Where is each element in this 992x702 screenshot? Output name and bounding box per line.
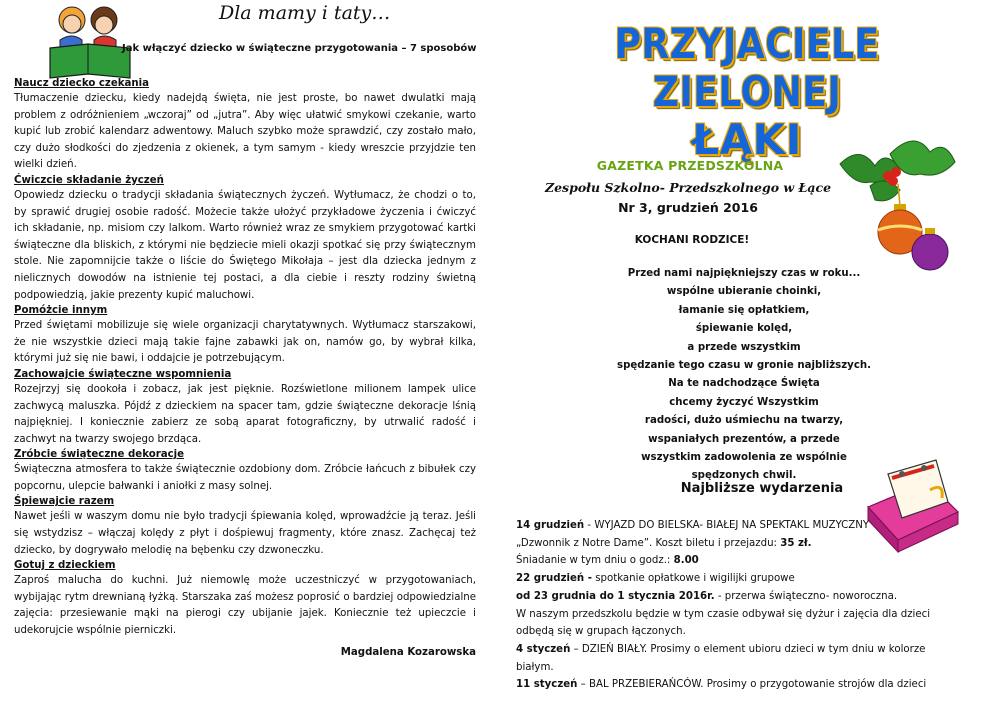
event-text: „Dzwonnik z Notre Dame”. Koszt biletu i przejazdu:	[516, 537, 781, 549]
events-heading: Najbliższe wydarzenia	[680, 481, 844, 496]
event-line	[516, 641, 962, 659]
event-price: 35 zł.	[780, 537, 812, 549]
section-text: Opowiedz dziecku o tradycji składania świątecznych życzeń. Wytłumacz, że chodzi o to, by sprawić drugiej osobie radość. Możecie także ułożyć przykładowe życzenia i ćwiczyć ich składanie, np. misiom czy lalkom. Warto również wraz ze smykiem przygotować kartki świąteczne dla bliskich, z którymi nie będziecie mieli okazji spotkać się przy świątecznym stole. Nie zapomnijcie także o liście do Świętego Mikołaja – jest dla dziecka jednym z nielicznych dowodów na istnienie tej postaci, a dla ciebie i reszty rodziny świetną podpowiedzią, jakie prezenty kupić maluchowi.	[14, 189, 476, 301]
event-text: Śniadanie w tym dniu o godz.:	[516, 555, 674, 567]
kids-reading-book-illustration	[42, 0, 142, 80]
section-text: Zaproś malucha do kuchni. Już niemowlę może uczestniczyć w przygotowaniach, wybijając rytm drewnianą łyżką. Starszaka zaś możesz poprosić o bardziej odpowiedzialne zajęcia: przesiewanie mąki na pierogi czy ubijanie jajek. Koniecznie też upieczcie i udekorujcie wspólnie pierniczki.	[14, 575, 476, 637]
event-text: – BAL PRZEBIERAŃCÓW. Prosimy o przygotowanie strojów dla dzieci	[577, 679, 927, 691]
section-text: Przed świętami mobilizuje się wiele organizacji charytatywnych. Wytłumacz starszakowi, że nie wszystkie dzieci mają takie fajne zabawki jak on, namów go, by wybrał kilka, którymi już się nie bawi, i oddajcie je potrzebującym.	[14, 320, 476, 365]
event-date: 14 grudzień	[516, 520, 585, 531]
event-text: odbędą się w grupach łączonych.	[516, 626, 686, 638]
event-line	[516, 659, 962, 677]
event-text: – DZIEŃ BIAŁY. Prosimy o element ubioru dzieci w tym dniu w kolorze	[570, 643, 926, 655]
event-line	[516, 535, 962, 553]
left-page	[14, 0, 476, 702]
article-body	[14, 77, 476, 660]
newsletter-label: GAZETKA PRZEDSZKOLNA	[596, 158, 784, 173]
section-heading: Śpiewajcie razem	[14, 496, 115, 508]
section-heading: Naucz dziecko czekania	[14, 78, 150, 89]
article-author: Magdalena Kozarowska	[340, 646, 476, 658]
section-heading: Zachowajcie świąteczne wspomnienia	[14, 368, 232, 380]
event-line	[516, 552, 962, 570]
greeting: KOCHANI RODZICE!	[634, 234, 750, 246]
event-text: - WYJAZD DO BIELSKA- BIAŁEJ NA SPEKTAKL MUZYCZNY	[584, 520, 870, 531]
event-line	[516, 517, 962, 535]
event-line	[516, 623, 962, 641]
event-line	[516, 606, 962, 624]
section-heading: Ćwiczcie składanie życzeń	[14, 174, 164, 186]
events-list	[516, 517, 962, 694]
section-text: Tłumaczenie dziecku, kiedy nadejdą święta, nie jest proste, bo nawet dwulatki mają problem z odróżnieniem „wczoraj” od „jutra”. Aby więc ułatwić smykowi czekanie, warto kupić lub zrobić kalendarz adwentowy. Maluch szybko może sprawdzić, czy zostało mało, czy dużo słodkości do zjedzenia z okienek, a tym samym - kiedy wreszcie przyjdzie ten wielki dzień.	[14, 93, 476, 171]
section-heading: Gotuj z dzieckiem	[14, 560, 116, 572]
event-date: 4 styczeń	[516, 643, 571, 655]
holiday-wishes: Przed nami najpiękniejszy czas w roku... wspólne ubieranie choinki, łamanie się opłatkiem, śpiewanie kolęd, a przede wszystkim spędzanie tego czasu w gronie najbliższych. Na te nadchodzące Święta chcemy życzyć Wszystkim radości, dużo uśmiechu na twarzy, wspaniałych prezentów, a przede wszystkim zadowolenia ze wspólnie spędzonych chwil.	[617, 268, 871, 482]
event-date: 11 styczeń	[516, 679, 578, 691]
section-text: Nawet jeśli w waszym domu nie było tradycji śpiewania kolęd, wprowadźcie ją teraz. Jeśli się wstydzisz – włączaj kolędy z płyt i dośpiewuj fragmenty, które znasz. Zachęcaj też dziecko, by dogrywało melodię na bębenku czy dzwoneczku.	[14, 511, 476, 556]
event-line	[516, 588, 962, 606]
event-text: W naszym przedszkolu będzie w tym czasie odbywał się dyżur i zajęcia dla dzieci	[516, 608, 931, 620]
article-subtitle: Jak włączyć dziecko w świąteczne przygotowania – 7 sposobów	[122, 43, 477, 54]
event-line	[516, 676, 962, 694]
masthead-line-1: PRZYJACIELE ZIELONEJ	[614, 19, 880, 116]
event-time: 8.00	[673, 555, 699, 567]
event-date: od 23 grudnia do 1 stycznia 2016r.	[516, 590, 715, 602]
event-text: białym.	[516, 661, 554, 673]
school-name: Zespołu Szkolno- Przedszkolnego w Łące	[544, 180, 832, 195]
masthead-line-2: ŁĄKI	[692, 115, 802, 164]
section-text: Rozejrzyj się dookoła i zobacz, jak jest pięknie. Rozświetlone milionem lampek ulice zachwycą maluszka. Pójdź z dzieckiem na spacer tam, gdzie świąteczne dekoracje lśnią najpiękniej. I koniecznie zabierz ze sobą aparat fotograficzny, by utrwalić radość i zachwyt na twarzy swojego brzdąca.	[14, 383, 476, 445]
event-line	[516, 570, 962, 588]
event-text: - przerwa świąteczno- noworoczna.	[714, 590, 898, 602]
section-text: Świąteczna atmosfera to także świątecznie ozdobiony dom. Zróbcie łańcuch z bibułek czy popcornu, ulepcie bałwanki i aniołki z masy solnej.	[14, 464, 476, 492]
event-date: 22 grudzień -	[516, 573, 592, 585]
event-text: spotkanie opłatkowe i wigilijki grupowe	[591, 573, 795, 585]
issue-number: Nr 3, grudzień 2016	[618, 200, 758, 215]
section-heading: Zróbcie świąteczne dekoracje	[14, 449, 185, 461]
right-page	[512, 0, 982, 702]
section-heading: Pomóżcie innym	[14, 305, 108, 317]
page-header-title: Dla mamy i taty…	[219, 2, 391, 24]
